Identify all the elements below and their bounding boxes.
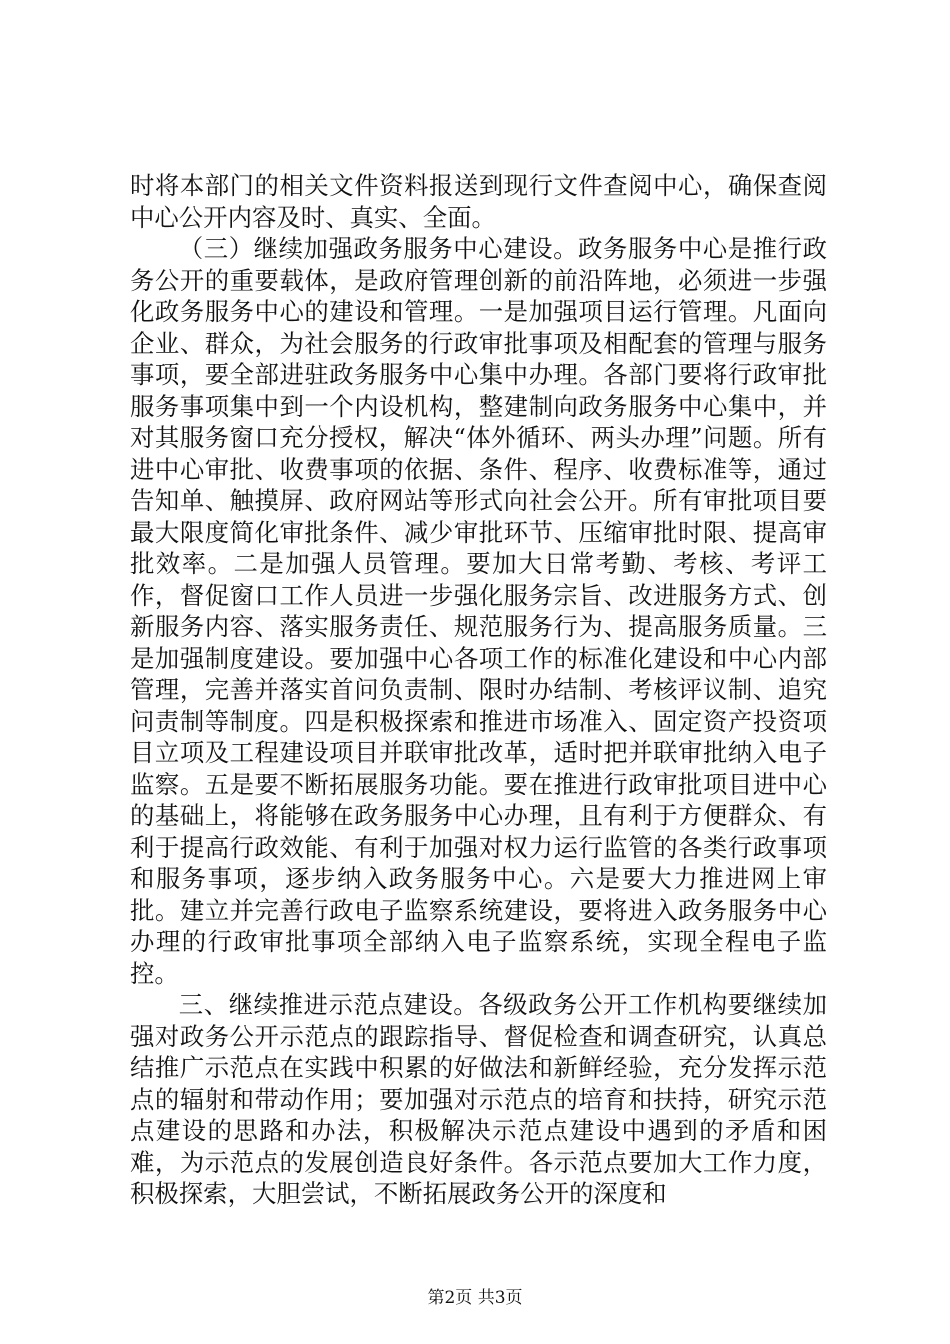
paragraph-continuation: 时将本部门的相关文件资料报送到现行文件查阅中心，确保查阅中心公开内容及时、真实、全面。 [130,171,827,232]
page-number-footer: 第2页 共3页 [427,1288,523,1308]
paragraph-service-center: （三）继续加强政务服务中心建设。政务服务中心是推行政务公开的重要载体，是政府管理创新的前沿阵地，必须进一步强化政务服务中心的建设和管理。一是加强项目运行管理。凡面向企业、群众，为社会服务的行政审批事项及相配套的管理与服务事项，要全部进驻政务服务中心集中办理。各部门要将行政审批服务事项集中到一个内设机构，整建制向政务服务中心集中，并对其服务窗口充分授权，解决“体外循环、两头办理”问题。所有进中心审批、收费事项的依据、条件、程序、收费标准等，通过告知单、触摸屏、政府网站等形式向社会公开。所有审批项目要最大限度简化审批条件、减少审批环节、压缩审批时限、提高审批效率。二是加强人员管理。要加大日常考勤、考核、考评工作，督促窗口工作人员进一步强化服务宗旨、改进服务方式、创新服务内容、落实服务责任、规范服务行为、提高服务质量。三是加强制度建设。要加强中心各项工作的标准化建设和中心内部管理，完善并落实首问负责制、限时办结制、考核评议制、追究问责制等制度。四是积极探索和推进市场准入、固定资产投资项目立项及工程建设项目并联审批改革，适时把并联审批纳入电子监察。五是要不断拓展服务功能。要在推进行政审批项目进中心的基础上，将能够在政务服务中心办理，且有利于方便群众、有利于提高行政效能、有利于加强对权力运行监管的各类行政事项和服务事项，逐步纳入政务服务中心。六是要大力推进网上审批。建立并完善行政电子监察系统建设，要将进入政务服务中心办理的行政审批事项全部纳入电子监察系统，实现全程电子监控。 [130,234,827,988]
paragraph-demonstration-sites: 三、继续推进示范点建设。各级政务公开工作机构要继续加强对政务公开示范点的跟踪指导、督促检查和调查研究，认真总结推广示范点在实践中积累的好做法和新鲜经验，充分发挥示范点的辐射和带动作用；要加强对示范点的培育和扶持，研究示范点建设的思路和办法，积极解决示范点建设中遇到的矛盾和困难，为示范点的发展创造良好条件。各示范点要加大工作力度，积极探索，大胆尝试，不断拓展政务公开的深度和 [130,990,827,1208]
document-body [130,170,827,1210]
